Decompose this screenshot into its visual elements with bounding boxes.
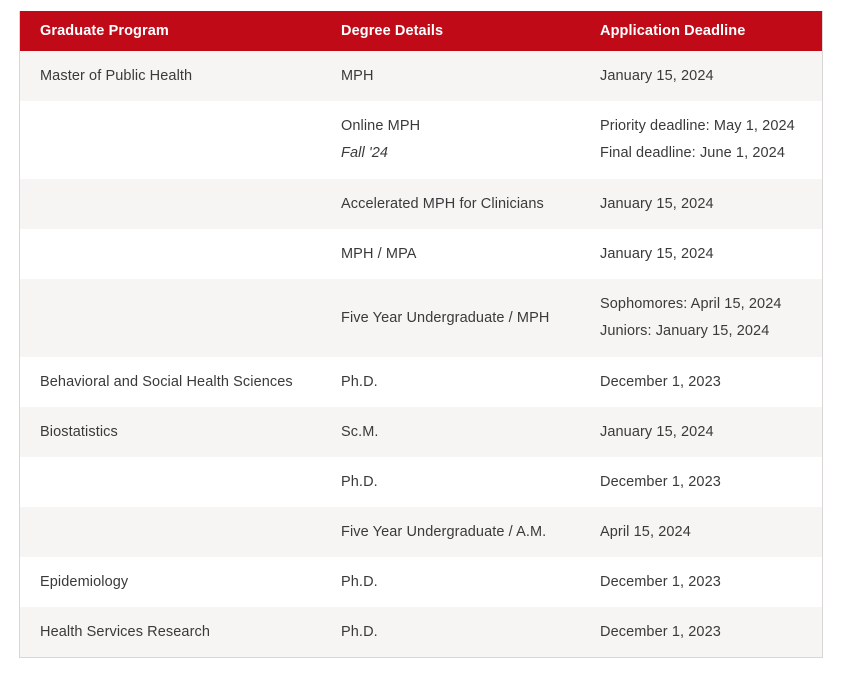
deadline-cell	[580, 279, 822, 357]
table-row	[20, 457, 822, 507]
program-cell: Epidemiology	[40, 573, 129, 590]
table-row	[20, 357, 822, 407]
deadline-line-1: Priority deadline: May 1, 2024	[600, 118, 795, 134]
degree-cell: Five Year Undergraduate / MPH	[341, 309, 550, 326]
deadline-cell	[580, 101, 822, 179]
programs-table-container	[19, 11, 823, 658]
deadline-cell: January 15, 2024	[600, 67, 714, 84]
program-cell	[20, 457, 321, 507]
degree-cell: MPH / MPA	[341, 245, 417, 262]
table-row	[20, 229, 822, 279]
deadline-line-2: Final deadline: June 1, 2024	[600, 145, 785, 161]
deadline-cell: December 1, 2023	[600, 573, 721, 590]
program-cell: Behavioral and Social Health Sciences	[40, 373, 293, 390]
deadline-line-1: Sophomores: April 15, 2024	[600, 296, 782, 312]
table-row	[20, 179, 822, 229]
table-row	[20, 557, 822, 607]
degree-cell: Sc.M.	[341, 423, 379, 440]
degree-cell: Ph.D.	[341, 623, 378, 640]
deadline-cell: December 1, 2023	[600, 623, 721, 640]
degree-term-note: Fall '24	[341, 145, 389, 161]
program-cell: Biostatistics	[40, 423, 118, 440]
deadline-cell: January 15, 2024	[600, 245, 714, 262]
program-cell	[20, 101, 321, 179]
degree-cell: Five Year Undergraduate / A.M.	[341, 523, 547, 540]
program-cell	[20, 179, 321, 229]
header-graduate-program: Graduate Program	[40, 23, 169, 39]
header-degree-details: Degree Details	[341, 23, 444, 39]
table-row	[20, 607, 822, 657]
table-row	[20, 101, 822, 179]
degree-name: Online MPH	[341, 118, 421, 134]
deadline-line-2: Juniors: January 15, 2024	[600, 323, 770, 339]
table-row	[20, 279, 822, 357]
deadline-cell: January 15, 2024	[600, 195, 714, 212]
deadline-cell: December 1, 2023	[600, 373, 721, 390]
table-header-row	[20, 11, 822, 51]
degree-cell	[321, 101, 580, 179]
program-cell: Master of Public Health	[40, 67, 193, 84]
program-cell	[20, 279, 321, 357]
deadline-cell: December 1, 2023	[600, 473, 721, 490]
table-row	[20, 51, 822, 101]
table-row	[20, 407, 822, 457]
degree-cell: Accelerated MPH for Clinicians	[341, 195, 544, 212]
program-cell	[20, 229, 321, 279]
table-row	[20, 507, 822, 557]
deadline-cell: April 15, 2024	[600, 523, 691, 540]
degree-cell: Ph.D.	[341, 373, 378, 390]
program-cell	[20, 507, 321, 557]
degree-cell: Ph.D.	[341, 473, 378, 490]
program-cell: Health Services Research	[40, 623, 211, 640]
degree-cell: MPH	[341, 67, 374, 84]
degree-cell: Ph.D.	[341, 573, 378, 590]
header-application-deadline: Application Deadline	[600, 23, 746, 39]
deadline-cell: January 15, 2024	[600, 423, 714, 440]
programs-table	[20, 11, 822, 657]
